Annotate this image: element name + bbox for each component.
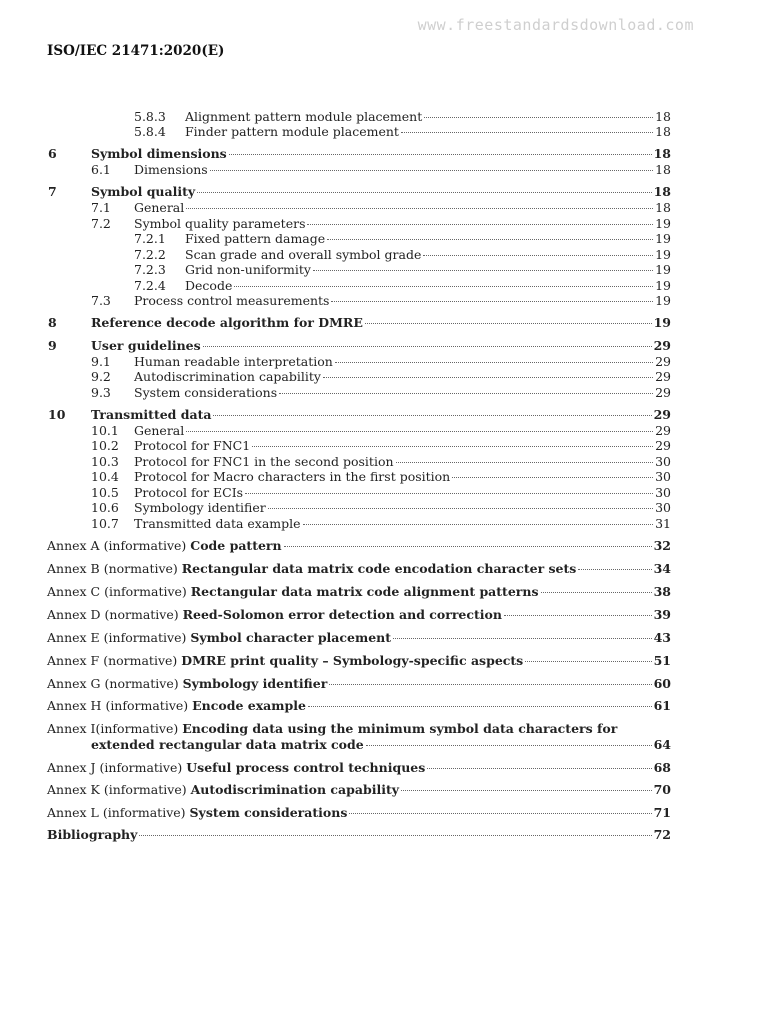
dot-leader [401, 790, 652, 791]
annex-type: (informative) [105, 698, 193, 713]
toc-entry-page: 29 [655, 423, 671, 438]
toc-entry-title: Reference decode algorithm for DMRE [91, 315, 363, 330]
toc-entry-title: Fixed pattern damage [185, 231, 326, 246]
annex-label: Annex H [47, 698, 106, 713]
annex-title: Symbol character placement [190, 630, 392, 645]
toc-entry-page: 19 [655, 262, 671, 277]
dot-leader [424, 117, 653, 118]
toc-entry-page: 19 [653, 315, 671, 330]
annex-label: Annex L [47, 805, 103, 820]
toc-entry-title: Transmitted data example [134, 516, 301, 531]
toc-entry-number: 7.3 [91, 293, 111, 308]
annex-title: Encoding data using the minimum symbol data characters for [182, 721, 618, 736]
annex-label: Annex J [47, 760, 100, 775]
toc-entry-number: 7.1 [91, 200, 111, 215]
toc-entry-number: 7.2.4 [134, 278, 166, 293]
dot-leader [427, 768, 651, 769]
toc-entry-page: 30 [655, 469, 671, 484]
toc-entry[interactable] [91, 500, 671, 515]
dot-leader [452, 477, 653, 478]
toc-entry-number: 10.5 [91, 485, 119, 500]
toc-entry[interactable] [134, 109, 671, 124]
annex-title-continued: extended rectangular data matrix code [91, 737, 364, 752]
dot-leader [307, 224, 653, 225]
toc-entry-number: 7.2.3 [134, 262, 166, 277]
annex-label: Annex E [47, 630, 104, 645]
toc-entry-number: 6 [48, 146, 57, 161]
toc-entry-title: Protocol for FNC1 [134, 438, 251, 453]
toc-entry-page: 18 [653, 184, 671, 199]
annex-title: Symbology identifier [182, 676, 328, 691]
toc-entry-number: 9.3 [91, 385, 111, 400]
dot-leader [186, 208, 653, 209]
dot-leader [349, 813, 651, 814]
toc-entry[interactable] [134, 247, 671, 262]
toc-entry-number: 6.1 [91, 162, 111, 177]
document-identifier: ISO/IEC 21471:2020(E) [47, 43, 225, 59]
toc-entry-page: 18 [655, 200, 671, 215]
dot-leader [308, 706, 652, 707]
annex-type: (informative) [103, 782, 191, 797]
annex-type: (normative) [104, 607, 183, 622]
dot-leader [252, 446, 653, 447]
annex-title: Code pattern [190, 538, 282, 553]
annex-type: (informative) [99, 760, 187, 775]
dot-leader [396, 462, 654, 463]
toc-entry[interactable] [91, 354, 671, 369]
bibliography-entry[interactable] [47, 827, 671, 842]
toc-entry-title: Dimensions [134, 162, 208, 177]
dot-leader [229, 154, 652, 155]
annex-label: Annex C [47, 584, 105, 599]
toc-entry-number: 7.2.2 [134, 247, 166, 262]
annex-page: 43 [653, 630, 671, 645]
toc-entry-page: 30 [655, 454, 671, 469]
dot-leader [401, 132, 653, 133]
dot-leader [327, 239, 653, 240]
annex-page: 71 [653, 805, 671, 820]
annex-page: 64 [653, 737, 671, 752]
toc-entry-title: Decode [185, 278, 233, 293]
annex-title: Useful process control techniques [186, 760, 426, 775]
toc-entry-number: 9 [48, 338, 57, 353]
toc-entry-page: 30 [655, 485, 671, 500]
annex-entry[interactable] [47, 676, 671, 691]
toc-entry[interactable] [91, 423, 671, 438]
annex-entry[interactable] [47, 584, 671, 599]
toc-entry-page: 29 [653, 407, 671, 422]
annex-page: 60 [653, 676, 671, 691]
toc-entry-title: Human readable interpretation [134, 354, 333, 369]
dot-leader [331, 301, 653, 302]
toc-entry-title: Alignment pattern module placement [185, 109, 423, 124]
toc-entry-number: 10.6 [91, 500, 119, 515]
dot-leader [329, 684, 651, 685]
toc-entry-page: 19 [655, 293, 671, 308]
toc-entry-page: 19 [655, 231, 671, 246]
annex-page: 68 [653, 760, 671, 775]
dot-leader [335, 362, 653, 363]
annex-entry[interactable] [47, 538, 671, 553]
annex-page: 38 [653, 584, 671, 599]
toc-entry-page: 18 [655, 124, 671, 139]
toc-entry-title: Symbol dimensions [91, 146, 227, 161]
annex-title: Rectangular data matrix code alignment patterns [190, 584, 539, 599]
annex-type: (informative) [104, 584, 191, 599]
annex-page: 32 [653, 538, 671, 553]
annex-page: 51 [653, 653, 671, 668]
annex-type: (normative) [103, 561, 182, 576]
annex-entry-line1[interactable] [47, 721, 671, 736]
toc-entry-number: 8 [48, 315, 57, 330]
dot-leader [139, 835, 651, 836]
annex-type: (informative) [103, 630, 191, 645]
toc-entry-title: Autodiscrimination capability [134, 369, 321, 384]
dot-leader [366, 745, 652, 746]
dot-leader [213, 415, 651, 416]
toc-entry[interactable] [134, 124, 671, 139]
toc-entry-page: 18 [653, 146, 671, 161]
annex-type: (normative) [104, 676, 183, 691]
annex-type: (informative) [102, 805, 190, 820]
annex-page: 34 [653, 561, 671, 576]
dot-leader [504, 615, 652, 616]
toc-entry-title: Process control measurements [134, 293, 330, 308]
annex-entry[interactable] [47, 782, 671, 797]
toc-entry-number: 10.1 [91, 423, 119, 438]
dot-leader [210, 170, 653, 171]
annex-entry[interactable] [47, 630, 671, 645]
dot-leader [541, 592, 652, 593]
toc-entry-title: Transmitted data [91, 407, 212, 422]
toc-entry[interactable] [91, 200, 671, 215]
toc-entry-page: 19 [655, 247, 671, 262]
toc-entry-page: 19 [655, 216, 671, 231]
annex-label: Annex D [47, 607, 105, 622]
dot-leader [197, 192, 651, 193]
toc-entry-title: System considerations [134, 385, 278, 400]
toc-entry-number: 9.1 [91, 354, 111, 369]
annex-title: Rectangular data matrix code encodation character sets [181, 561, 577, 576]
toc-entry-page: 29 [655, 369, 671, 384]
annex-page: 61 [653, 698, 671, 713]
dot-leader [268, 508, 653, 509]
toc-entry[interactable] [91, 516, 671, 531]
toc-entry-title: Protocol for ECIs [134, 485, 244, 500]
annex-label: Annex F [47, 653, 104, 668]
toc-entry[interactable] [134, 278, 671, 293]
annex-title: Reed-Solomon error detection and correction [182, 607, 502, 622]
annex-entry[interactable] [47, 561, 671, 576]
toc-entry-number: 10.3 [91, 454, 119, 469]
annex-label: Annex B [47, 561, 104, 576]
toc-entry-title: User guidelines [91, 338, 201, 353]
annex-type: (informative) [95, 721, 183, 736]
watermark-text: www.freestandardsdownload.com [417, 16, 694, 34]
annex-title: DMRE print quality – Symbology-specific aspects [181, 653, 524, 668]
toc-entry-page: 19 [655, 278, 671, 293]
annex-entry[interactable] [47, 805, 671, 820]
dot-leader [393, 638, 652, 639]
toc-entry[interactable] [48, 315, 671, 330]
annex-entry-line2[interactable] [91, 737, 671, 752]
dot-leader [578, 569, 651, 570]
toc-entry[interactable] [91, 385, 671, 400]
toc-entry-title: Symbology identifier [134, 500, 266, 515]
toc-entry-title: Symbol quality [91, 184, 196, 199]
toc-entry[interactable] [48, 407, 671, 422]
toc-entry[interactable] [91, 369, 671, 384]
annex-entry[interactable] [47, 698, 671, 713]
dot-leader [365, 323, 652, 324]
toc-entry-title: Scan grade and overall symbol grade [185, 247, 422, 262]
toc-entry-number: 10.4 [91, 469, 119, 484]
dot-leader [203, 346, 652, 347]
dot-leader [234, 286, 653, 287]
toc-entry-number: 5.8.4 [134, 124, 166, 139]
toc-entry[interactable] [91, 469, 671, 484]
annex-title: Autodiscrimination capability [190, 782, 399, 797]
dot-leader [313, 270, 653, 271]
annex-label: Annex I [47, 721, 96, 736]
toc-entry[interactable] [91, 438, 671, 453]
toc-entry-page: 18 [655, 109, 671, 124]
annex-entry[interactable] [47, 607, 671, 622]
bibliography-page: 72 [653, 827, 671, 842]
toc-entry-number: 10.2 [91, 438, 119, 453]
annex-type: (informative) [103, 538, 191, 553]
dot-leader [303, 524, 654, 525]
toc-entry-page: 29 [655, 385, 671, 400]
toc-entry-page: 29 [655, 354, 671, 369]
dot-leader [284, 546, 652, 547]
annex-page: 39 [653, 607, 671, 622]
toc-entry-number: 7.2 [91, 216, 111, 231]
toc-entry-number: 9.2 [91, 369, 111, 384]
dot-leader [279, 393, 653, 394]
bibliography-title: Bibliography [47, 827, 138, 842]
toc-entry[interactable] [91, 216, 671, 231]
dot-leader [423, 255, 653, 256]
dot-leader [186, 431, 653, 432]
annex-label: Annex A [47, 538, 104, 553]
toc-entry[interactable] [91, 293, 671, 308]
toc-entry[interactable] [134, 262, 671, 277]
toc-entry[interactable] [48, 338, 671, 353]
toc-entry[interactable] [48, 184, 671, 199]
toc-entry[interactable] [91, 485, 671, 500]
toc-entry-page: 29 [655, 438, 671, 453]
dot-leader [323, 377, 653, 378]
toc-entry-title: Grid non-uniformity [185, 262, 311, 277]
annex-title: Encode example [192, 698, 306, 713]
toc-entry-title: Finder pattern module placement [185, 124, 399, 139]
toc-entry-number: 7.2.1 [134, 231, 166, 246]
dot-leader [525, 661, 651, 662]
toc-entry[interactable] [91, 162, 671, 177]
toc-entry-page: 18 [655, 162, 671, 177]
toc-entry-number: 10.7 [91, 516, 119, 531]
annex-type: (normative) [103, 653, 182, 668]
annex-label: Annex K [47, 782, 104, 797]
annex-title: System considerations [189, 805, 348, 820]
toc-entry-number: 5.8.3 [134, 109, 166, 124]
toc-entry-page: 31 [655, 516, 671, 531]
annex-page: 70 [653, 782, 671, 797]
annex-label: Annex G [47, 676, 105, 691]
toc-entry-number: 7 [48, 184, 57, 199]
toc-entry[interactable] [48, 146, 671, 161]
toc-entry-number: 10 [48, 407, 66, 422]
toc-entry-title: Symbol quality parameters [134, 216, 306, 231]
toc-entry-title: General [134, 423, 185, 438]
dot-leader [245, 493, 653, 494]
toc-entry-page: 29 [653, 338, 671, 353]
toc-entry[interactable] [91, 454, 671, 469]
toc-entry[interactable] [134, 231, 671, 246]
annex-entry[interactable] [47, 760, 671, 775]
toc-entry-page: 30 [655, 500, 671, 515]
annex-entry[interactable] [47, 653, 671, 668]
toc-entry-title: Protocol for FNC1 in the second position [134, 454, 394, 469]
toc-entry-title: Protocol for Macro characters in the first position [134, 469, 451, 484]
toc-entry-title: General [134, 200, 185, 215]
